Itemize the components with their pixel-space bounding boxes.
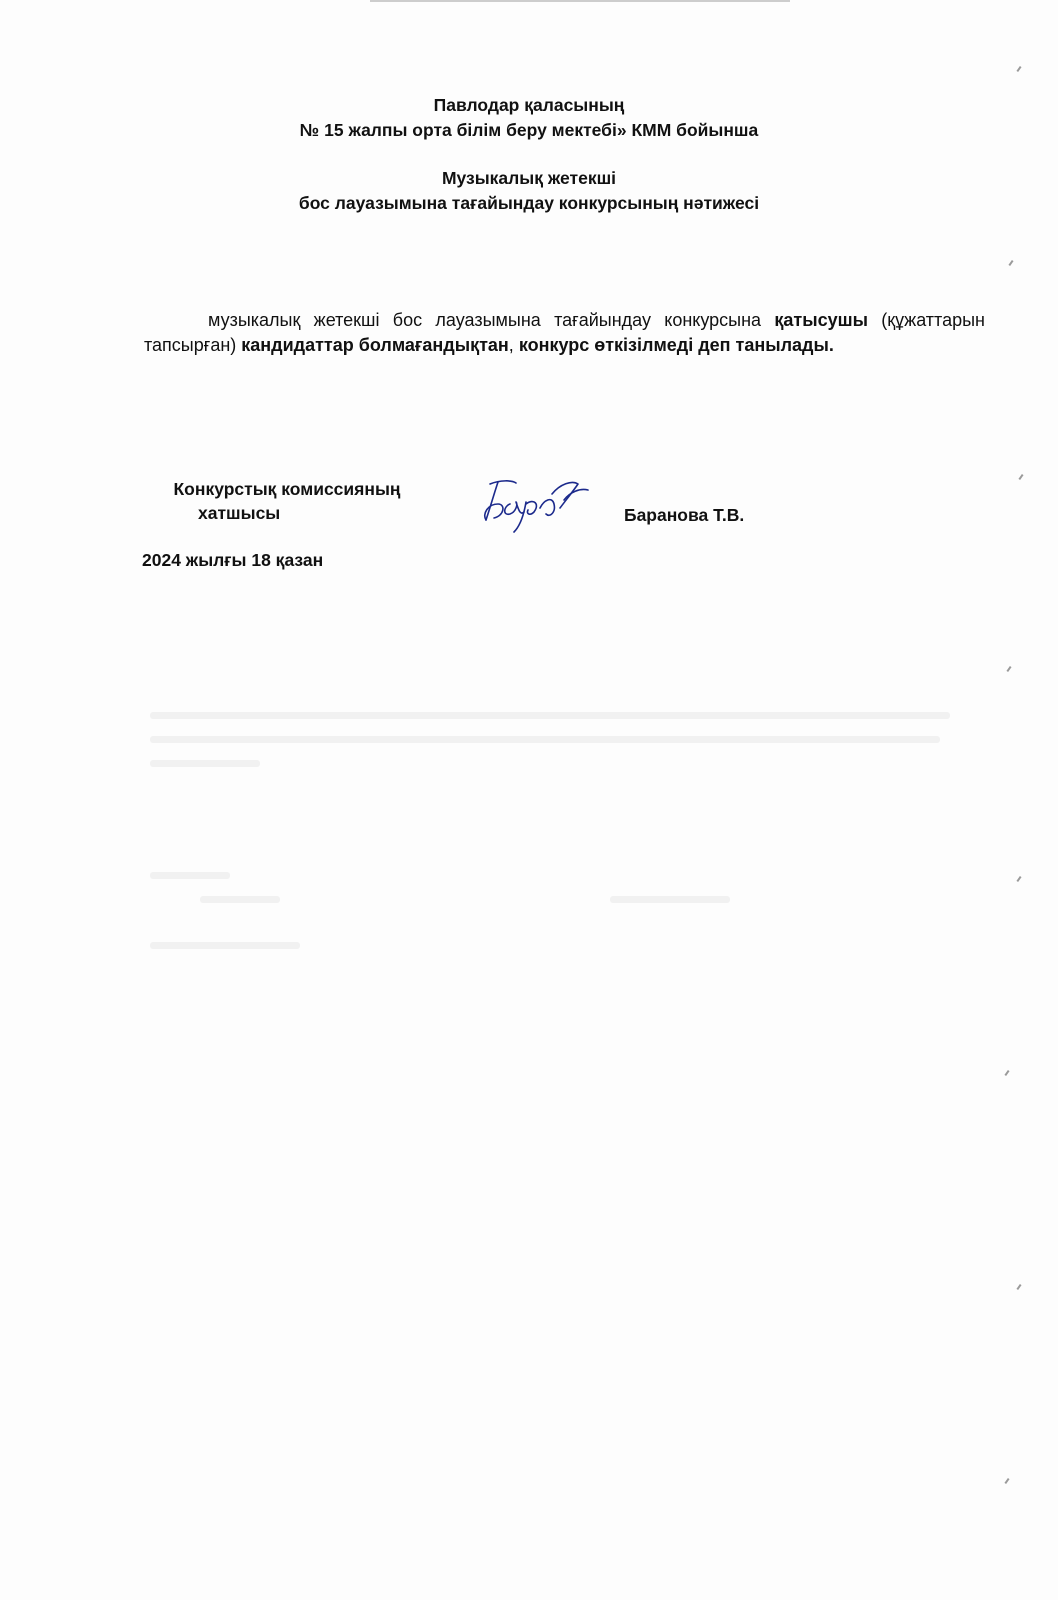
paragraph-bold-no-candidates: кандидаттар болмағандықтан	[241, 335, 509, 355]
signatory-role	[142, 477, 432, 525]
margin-mark	[1008, 260, 1013, 266]
heading-org-line1: Павлодар қаласының	[433, 95, 625, 115]
margin-mark	[1004, 1070, 1009, 1076]
role-line2: хатшысы	[198, 503, 281, 523]
title-line2: бос лауазымына тағайындау конкурсының нәтижесі	[298, 193, 760, 213]
margin-mark	[1006, 666, 1011, 672]
margin-mark	[1018, 474, 1023, 480]
paragraph-text-2: (құжаттарын тапсырған)	[144, 310, 985, 355]
margin-mark	[1016, 1284, 1021, 1290]
bleed-through-texture	[150, 712, 970, 972]
page-edge-shadow	[370, 0, 790, 2]
paragraph-bold-participant: қатысушы	[774, 310, 868, 330]
heading-org-line2: № 15 жалпы орта білім беру мектебі» КММ бойынша	[299, 120, 759, 140]
paragraph-text-1: музыкалық жетекші бос лауазымына тағайындау конкурсына	[208, 310, 775, 330]
organization-heading	[0, 93, 1058, 143]
paragraph-bold-conclusion: конкурс өткізілмеді деп танылады.	[518, 335, 834, 355]
document-date: 2024 жылғы 18 қазан	[142, 550, 324, 570]
signatory-name: Баранова Т.В.	[624, 505, 745, 525]
role-line1: Конкурстық комиссияның	[173, 479, 401, 499]
document-title	[0, 166, 1058, 216]
margin-mark	[1016, 876, 1021, 882]
title-line1: Музыкалық жетекші	[441, 168, 617, 188]
margin-mark	[1004, 1478, 1009, 1484]
paragraph-text-3: ,	[508, 335, 519, 355]
margin-mark	[1016, 66, 1021, 72]
result-paragraph	[144, 308, 985, 358]
handwritten-signature	[480, 474, 596, 536]
